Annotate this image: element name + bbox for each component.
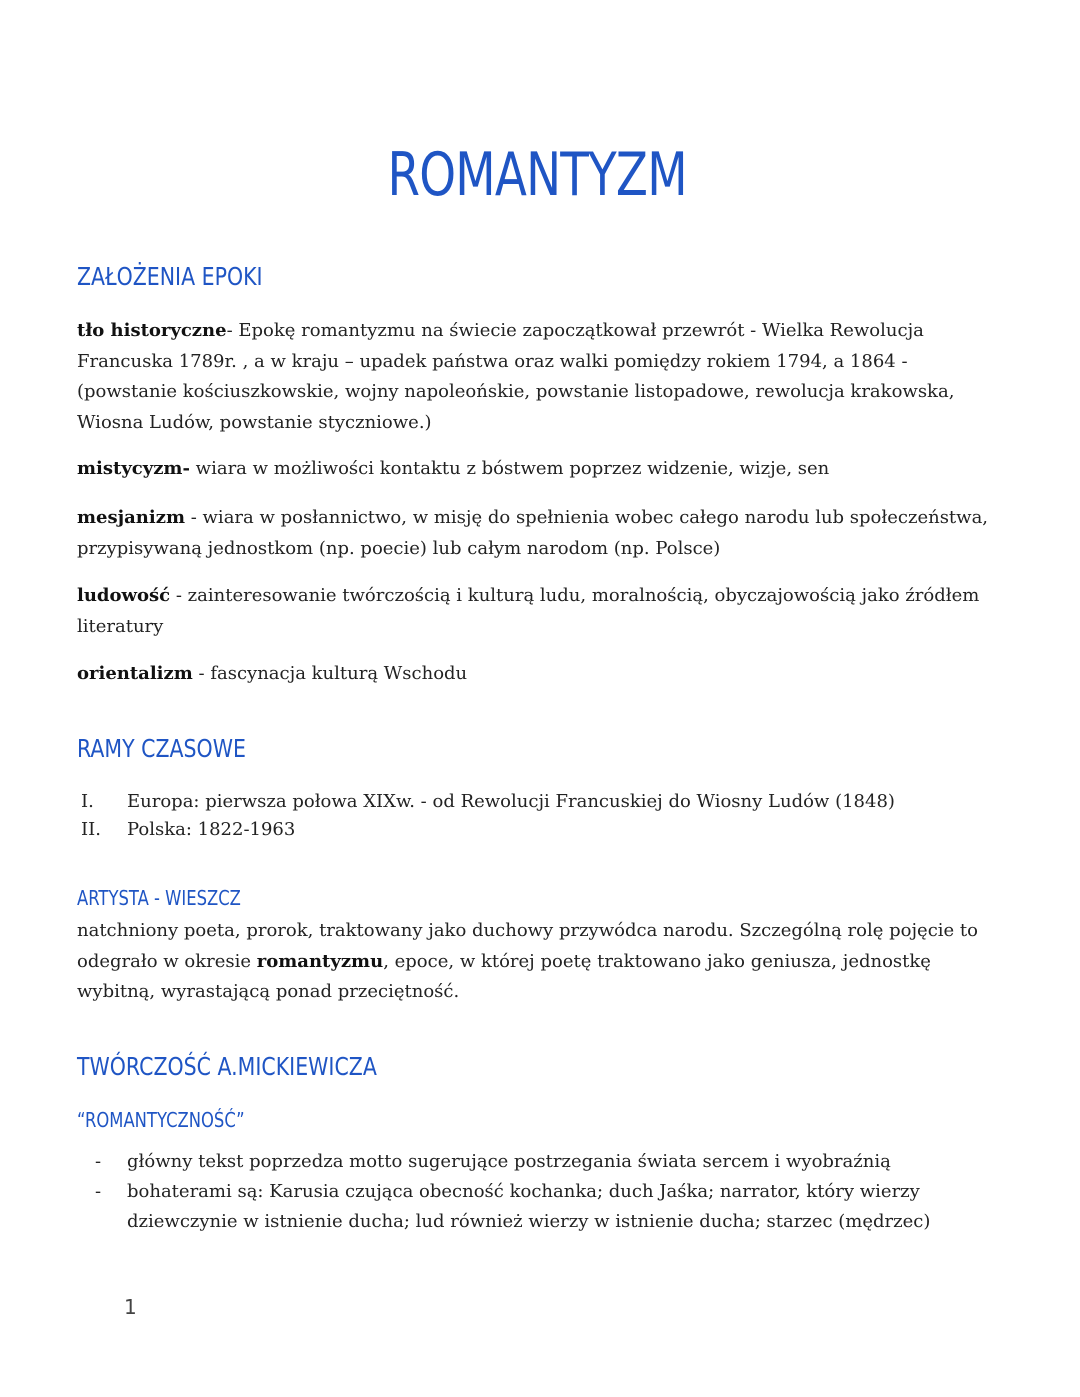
list-item [77, 1147, 977, 1177]
paragraph-orientalizm [77, 659, 997, 690]
list-marker: II. [81, 819, 101, 840]
paragraph-artysta-wieszcz [77, 916, 997, 1008]
romantycznosc-list [77, 1147, 977, 1237]
paragraph-tlo-historyczne [77, 316, 997, 438]
section-heading-tworczosc: TWÓRCZOŚĆ A.MICKIEWICZA [77, 1052, 377, 1081]
term-mistycyzm: mistycyzm- [77, 458, 190, 479]
list-item [77, 816, 997, 844]
list-marker: I. [81, 791, 94, 812]
list-item-text: główny tekst poprzedza motto sugerujące postrzegania świata sercem i wyobraźnią [127, 1151, 891, 1172]
paragraph-ludowosc [77, 581, 997, 642]
section-heading-artysta-wieszcz: ARTYSTA - WIESZCZ [77, 886, 241, 910]
wieszcz-text-after: , epoce, w której poetę traktowano jako geniusza, jednostkę wybitną, wyrastającą ponad przeciętność. [77, 950, 931, 1002]
term-tlo-historyczne: tło historyczne [77, 320, 227, 341]
list-marker: - [95, 1151, 102, 1172]
time-frame-list [77, 788, 997, 844]
section-heading-zalozenia: ZAŁOŻENIA EPOKI [77, 262, 263, 291]
page-title: ROMANTYZM [387, 140, 687, 210]
list-item [77, 788, 997, 816]
subheading-romantycznosc: “ROMANTYCZNOŚĆ” [77, 1108, 245, 1132]
list-marker: - [95, 1181, 102, 1202]
wieszcz-bold-term: romantyzmu [256, 950, 384, 972]
term-mesjanizm: mesjanizm [77, 507, 185, 528]
paragraph-mesjanizm [77, 503, 997, 564]
term-ludowosc: ludowość [77, 585, 171, 606]
section-heading-ramy-czasowe: RAMY CZASOWE [77, 734, 246, 763]
definition-mesjanizm: - wiara w posłannictwo, w misję do spełnienia wobec całego narodu lub społeczeństwa, przypisywaną jednostkom (np. poecie) lub całym narodom (np. Polsce) [77, 507, 989, 559]
list-item-text: Europa: pierwsza połowa XIXw. - od Rewolucji Francuskiej do Wiosny Ludów (1848) [127, 791, 895, 812]
definition-mistycyzm: wiara w możliwości kontaktu z bóstwem poprzez widzenie, wizje, sen [189, 458, 830, 479]
definition-ludowosc: - zainteresowanie twórczością i kulturą ludu, moralnością, obyczajowością jako źródłem literatury [77, 585, 980, 637]
page-number: 1 [124, 1295, 137, 1319]
list-item-text: bohaterami są: Karusia czująca obecność kochanka; duch Jaśka; narrator, który wierzy dziewczynie w istnienie ducha; lud również wierzy w istnienie ducha; starzec (mędrzec) [127, 1181, 931, 1232]
wieszcz-text-before: natchniony poeta, prorok, traktowany jako duchowy przywódca narodu. Szczególną rolę pojęcie to odegrało w okresie [77, 920, 978, 972]
list-item-text: Polska: 1822-1963 [127, 819, 296, 840]
list-item [77, 1177, 977, 1237]
definition-tlo-historyczne: - Epokę romantyzmu na świecie zapoczątkował przewrót - Wielka Rewolucja Francuska 1789r. , a w kraju – upadek państwa oraz walki pomiędzy rokiem 1794, a 1864 - (powstanie kościuszkowskie, wojny napoleońskie, powstanie listopadowe, rewolucja krakowska, Wiosna Ludów, powstanie styczniowe.) [77, 320, 955, 433]
definition-orientalizm: - fascynacja kulturą Wschodu [192, 663, 468, 684]
paragraph-mistycyzm [77, 454, 997, 485]
term-orientalizm: orientalizm [77, 663, 193, 684]
